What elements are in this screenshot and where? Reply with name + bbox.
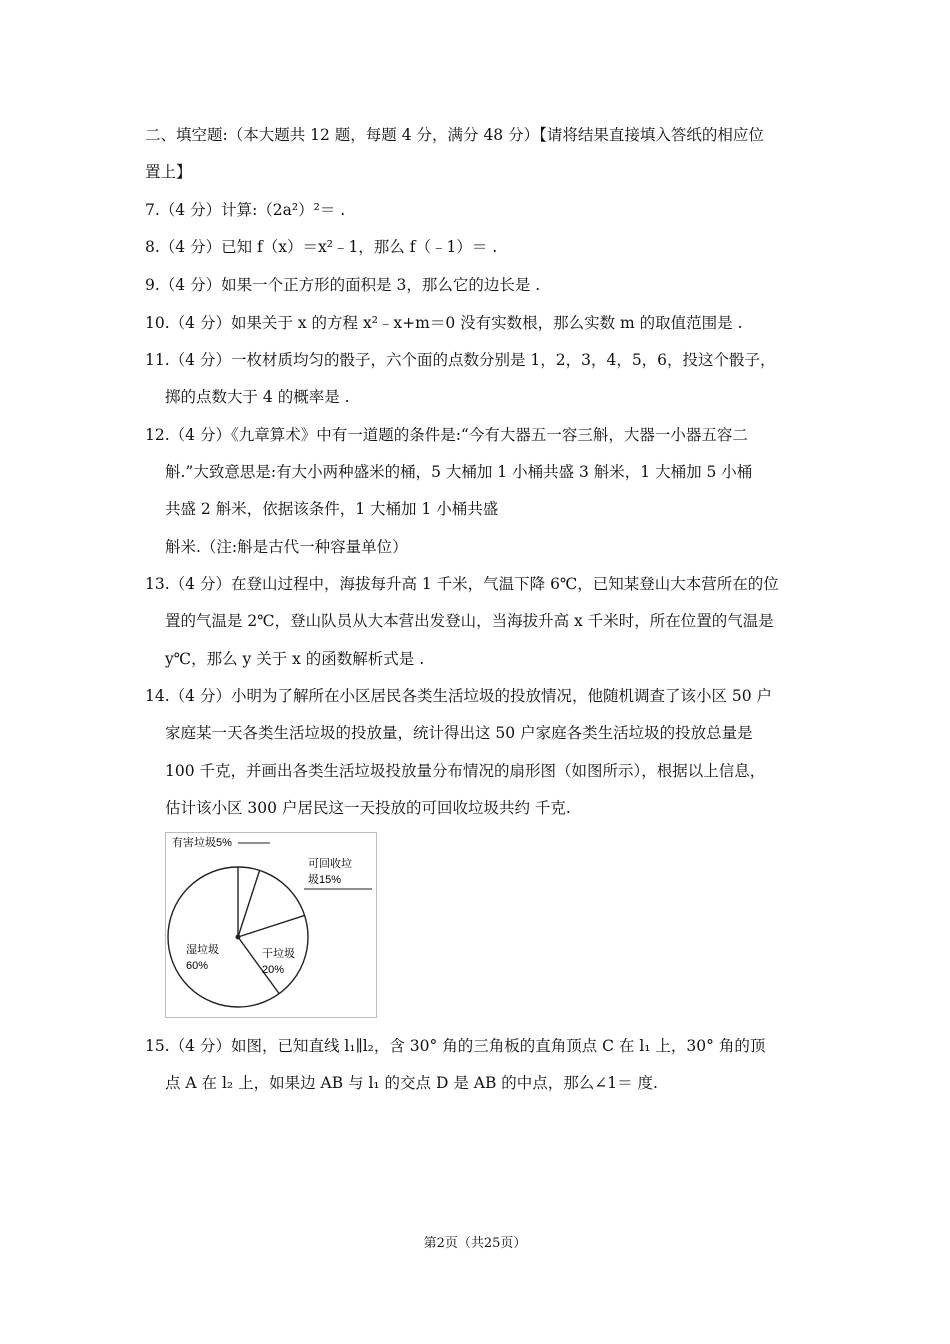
question-10: 10.（4 分）如果关于 x 的方程 x²﹣x+m＝0 没有实数根，那么实数 m 的取值范围是 . — [145, 314, 743, 332]
question-13-line-2: 置的气温是 2℃，登山队员从大本营出发登山，当海拔升高 x 千米时，所在位置的气温是 — [165, 612, 774, 630]
question-13-line-3: y℃，那么 y 关于 x 的函数解析式是 . — [165, 650, 425, 668]
question-12-line-3: 共盛 2 斛米，依据该条件，1 大桶加 1 小桶共盛 — [165, 500, 499, 518]
label-dry-line-2: 20% — [262, 964, 285, 976]
label-wet-line-1: 湿垃圾 — [186, 944, 219, 956]
question-8: 8.（4 分）已知 f（x）＝x²﹣1，那么 f（﹣1）＝ . — [145, 238, 498, 256]
pie-svg — [166, 833, 376, 1017]
section-heading-line-2: 置上】 — [145, 163, 192, 181]
question-7: 7.（4 分）计算:（2a²）²＝ . — [145, 201, 346, 219]
pie-slice-boundary-dry-start — [238, 915, 305, 937]
question-15-line-1: 15.（4 分）如图，已知直线 l₁∥l₂，含 30° 角的三角板的直角顶点 C 在 l₁ 上，30° 角的顶 — [145, 1037, 766, 1055]
label-recycle-line-2: 圾15% — [308, 874, 342, 886]
question-12-line-2: 斛.”大致意思是:有大小两种盛米的桶，5 大桶加 1 小桶共盛 3 斛米，1 大桶加 5 小桶 — [165, 463, 753, 481]
label-recycle-line-1: 可回收垃 — [308, 858, 352, 870]
pie-center-dot — [236, 935, 241, 940]
question-15-line-2: 点 A 在 l₂ 上，如果边 AB 与 l₁ 的交点 D 是 AB 的中点，那么∠1＝ 度. — [165, 1074, 658, 1092]
label-wet-line-2: 60% — [186, 960, 209, 972]
section-heading-line-1: 二、填空题:（本大题共 12 题，每题 4 分，满分 48 分）【请将结果直接填入答纸的相应位 — [145, 126, 764, 144]
question-14-line-4: 估计该小区 300 户居民这一天投放的可回收垃圾共约 千克. — [165, 799, 571, 817]
question-12-line-4: 斛米.（注:斛是古代一种容量单位） — [165, 538, 408, 556]
label-hazard: 有害垃圾5% — [172, 837, 232, 849]
question-14-line-3: 100 千克，并画出各类生活垃圾投放量分布情况的扇形图（如图所示），根据以上信息， — [165, 762, 766, 780]
waste-pie-chart — [165, 832, 377, 1018]
question-11-line-2: 掷的点数大于 4 的概率是 . — [165, 388, 350, 406]
question-13-line-1: 13.（4 分）在登山过程中，海拔每升高 1 千米，气温下降 6℃，已知某登山大本营所在的位 — [145, 575, 779, 593]
question-12-line-1: 12.（4 分）《九章算术》中有一道题的条件是:“今有大器五一容三斛，大器一小器五容二 — [145, 426, 748, 444]
page-footer: 第2页（共25页） — [423, 1236, 527, 1251]
question-9: 9.（4 分）如果一个正方形的面积是 3，那么它的边长是 . — [145, 276, 541, 294]
question-14-line-1: 14.（4 分）小明为了解所在小区居民各类生活垃圾的投放情况，他随机调查了该小区 50 户 — [145, 687, 773, 705]
question-14-line-2: 家庭某一天各类生活垃圾的投放量，统计得出这 50 户家庭各类生活垃圾的投放总量是 — [165, 724, 753, 742]
question-11-line-1: 11.（4 分）一枚材质均匀的骰子，六个面的点数分别是 1，2，3，4，5，6，投这个骰子， — [145, 351, 776, 369]
pie-slice-boundary-recycle-start — [238, 870, 260, 937]
label-dry-line-1: 干垃圾 — [262, 948, 295, 960]
